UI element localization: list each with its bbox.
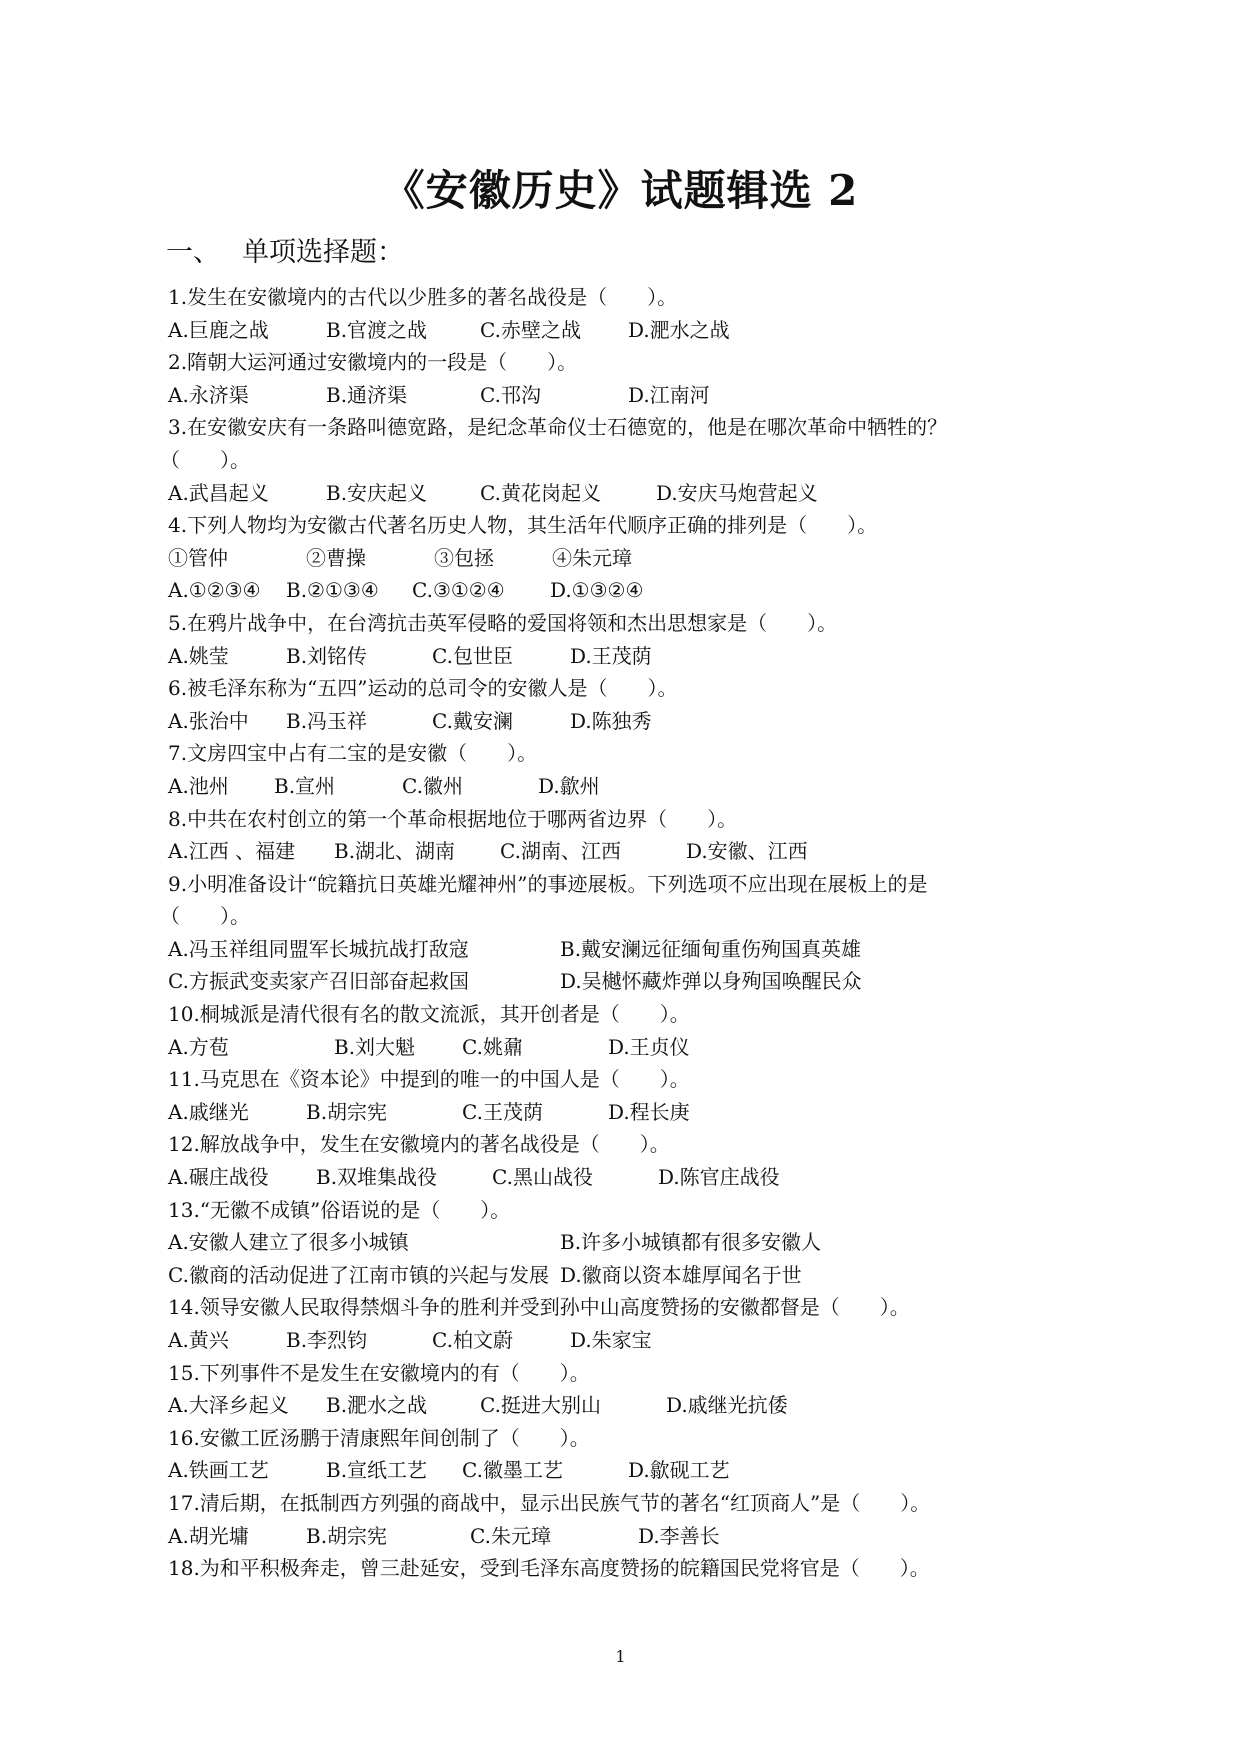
option-row xyxy=(168,835,1078,868)
option-row xyxy=(168,1389,1078,1422)
question-stem: 3.在安徽安庆有一条路叫德宽路，是纪念革命仪士石德宽的，他是在哪次革命中牺牲的？ xyxy=(168,415,948,440)
answer-option: A.大泽乡起义 xyxy=(168,1393,289,1418)
answer-option: A.方苞 xyxy=(168,1034,229,1059)
option-row xyxy=(168,1520,1078,1553)
answer-option: B.戴安澜远征缅甸重伤殉国真英雄 xyxy=(560,936,862,961)
answer-option: B.胡宗宪 xyxy=(306,1523,388,1548)
answer-option: D.徽商以资本雄厚闻名于世 xyxy=(560,1262,802,1287)
answer-option: A.胡光墉 xyxy=(168,1523,249,1548)
answer-option: D.歙州 xyxy=(538,773,600,798)
answer-option: C.朱元璋 xyxy=(470,1523,551,1548)
question-stem: 13.“无徽不成镇”俗语说的是（ ）。 xyxy=(168,1197,511,1222)
answer-option: A.姚莹 xyxy=(168,643,229,668)
option-row xyxy=(168,1259,1078,1292)
option-row xyxy=(168,933,1078,966)
answer-option: C.邗沟 xyxy=(480,382,541,407)
answer-option: D.淝水之战 xyxy=(628,317,730,342)
option-row xyxy=(168,640,1078,673)
answer-option: ②曹操 xyxy=(306,545,366,570)
question-stem: 15.下列事件不是发生在安徽境内的有（ ）。 xyxy=(168,1360,590,1385)
answer-option: A.冯玉祥组同盟军长城抗战打敌寇 xyxy=(168,936,469,961)
answer-option: B.双堆集战役 xyxy=(316,1165,438,1190)
answer-option: C.③①②④ xyxy=(412,578,505,603)
answer-option: D.王贞仪 xyxy=(608,1034,690,1059)
question-stem: 1.发生在安徽境内的古代以少胜多的著名战役是（ ）。 xyxy=(168,285,678,309)
question-stem: 11.马克思在《资本论》中提到的唯一的中国人是（ ）。 xyxy=(168,1067,690,1092)
answer-option: D.程长庚 xyxy=(608,1099,690,1124)
question-stem: 2.隋朝大运河通过安徽境内的一段是（ ）。 xyxy=(168,350,578,375)
answer-option: C.戴安澜 xyxy=(432,708,513,733)
answer-option: B.通济渠 xyxy=(326,382,408,407)
answer-option: D.陈官庄战役 xyxy=(658,1165,780,1190)
answer-option: A.黄兴 xyxy=(168,1328,229,1352)
answer-option: D.王茂荫 xyxy=(570,643,652,668)
answer-option: B.李烈钧 xyxy=(286,1328,368,1352)
option-row xyxy=(168,1096,1078,1129)
answer-option: C.徽州 xyxy=(402,773,463,798)
option-row xyxy=(168,1454,1078,1487)
answer-option: A.张治中 xyxy=(168,708,249,733)
answer-option: B.胡宗宪 xyxy=(306,1099,388,1124)
answer-option: A.铁画工艺 xyxy=(168,1458,269,1483)
option-row xyxy=(168,314,1078,347)
answer-option: B.宣纸工艺 xyxy=(326,1458,428,1483)
section-label: 单项选择题： xyxy=(242,237,404,268)
answer-option: C.黄花岗起义 xyxy=(480,480,601,505)
answer-option: C.徽墨工艺 xyxy=(462,1458,563,1483)
answer-option: ④朱元璋 xyxy=(552,545,632,570)
answer-option: ①管仲 xyxy=(168,545,228,570)
option-row xyxy=(168,542,1078,575)
answer-option: A.碾庄战役 xyxy=(168,1165,269,1190)
answer-option: D.朱家宝 xyxy=(570,1328,652,1352)
answer-option: B.淝水之战 xyxy=(326,1393,428,1418)
answer-option: B.②①③④ xyxy=(286,578,379,603)
question-stem: 8.中共在农村创立的第一个革命根据地位于哪两省边界（ ）。 xyxy=(168,806,738,831)
answer-option: D.戚继光抗倭 xyxy=(666,1393,788,1418)
question-stem: 14.领导安徽人民取得禁烟斗争的胜利并受到孙中山高度赞扬的安徽都督是（ ）。 xyxy=(168,1295,910,1320)
question-stem: 6.被毛泽东称为“五四”运动的总司令的安徽人是（ ）。 xyxy=(168,676,678,701)
answer-option: B.宣州 xyxy=(274,773,336,798)
answer-option: C.王茂荫 xyxy=(462,1099,543,1124)
question-stem: 10.桐城派是清代很有名的散文流派，其开创者是（ ）。 xyxy=(168,1002,690,1027)
option-row xyxy=(168,1324,1078,1357)
answer-option: B.许多小城镇都有很多安徽人 xyxy=(560,1230,822,1255)
question-stem: 7.文房四宝中占有二宝的是安徽（ ）。 xyxy=(168,741,538,766)
question-stem: 9.小明准备设计“皖籍抗日英雄光耀神州”的事迹展板。下列选项不应出现在展板上的是 xyxy=(168,871,928,896)
section-heading xyxy=(166,230,404,269)
answer-option: B.刘大魁 xyxy=(334,1034,416,1059)
question-list xyxy=(160,281,1078,1585)
answer-option: C.黑山战役 xyxy=(492,1165,593,1190)
answer-option: C.赤壁之战 xyxy=(480,317,581,342)
answer-option: D.安徽、江西 xyxy=(686,839,808,864)
question-stem: （ ）。 xyxy=(160,447,250,472)
answer-option: D.安庆马炮营起义 xyxy=(656,480,818,505)
option-row xyxy=(168,1226,1078,1259)
answer-option: B.湖北、湖南 xyxy=(334,839,456,864)
question-stem: 12.解放战争中，发生在安徽境内的著名战役是（ ）。 xyxy=(168,1132,670,1157)
answer-option: C.湖南、江西 xyxy=(500,839,621,864)
answer-option: A.戚继光 xyxy=(168,1099,249,1124)
answer-option: A.武昌起义 xyxy=(168,480,269,505)
answer-option: A.永济渠 xyxy=(168,382,249,407)
answer-option: A.池州 xyxy=(168,773,229,798)
answer-option: C.姚鼐 xyxy=(462,1034,523,1059)
question-stem: 4.下列人物均为安徽古代著名历史人物，其生活年代顺序正确的排列是（ ）。 xyxy=(168,513,878,538)
answer-option: D.李善长 xyxy=(638,1523,720,1548)
answer-option: C.挺进大别山 xyxy=(480,1393,601,1418)
question-stem: 17.清后期，在抵制西方列强的商战中，显示出民族气节的著名“红顶商人”是（ ）。 xyxy=(168,1490,931,1515)
option-row xyxy=(168,965,1078,998)
answer-option: B.官渡之战 xyxy=(326,317,428,342)
question-stem: 5.在鸦片战争中，在台湾抗击英军侵略的爱国将领和杰出思想家是（ ）。 xyxy=(168,610,838,635)
answer-option: D.吴樾怀藏炸弹以身殉国唤醒民众 xyxy=(560,969,862,994)
answer-option: B.冯玉祥 xyxy=(286,708,368,733)
answer-option: D.①③②④ xyxy=(550,578,644,603)
section-number: 一、 xyxy=(166,237,220,268)
answer-option: A.①②③④ xyxy=(168,578,261,603)
answer-option: B.刘铭传 xyxy=(286,643,368,668)
answer-option: B.安庆起义 xyxy=(326,480,428,505)
question-stem: 18.为和平积极奔走，曾三赴延安，受到毛泽东高度赞扬的皖籍国民党将官是（ ）。 xyxy=(168,1556,930,1581)
option-row xyxy=(168,1161,1078,1194)
question-stem: （ ）。 xyxy=(160,904,250,929)
option-row xyxy=(168,574,1078,607)
option-row xyxy=(168,477,1078,510)
answer-option: D.陈独秀 xyxy=(570,708,652,733)
page-number: 1 xyxy=(615,1647,626,1666)
option-row xyxy=(168,705,1078,738)
answer-option: C.包世臣 xyxy=(432,643,513,668)
answer-option: C.徽商的活动促进了江南市镇的兴起与发展 xyxy=(168,1262,549,1287)
answer-option: ③包拯 xyxy=(434,545,494,570)
answer-option: D.歙砚工艺 xyxy=(628,1458,730,1483)
answer-option: A.安徽人建立了很多小城镇 xyxy=(168,1230,409,1255)
answer-option: C.柏文蔚 xyxy=(432,1328,513,1352)
answer-option: D.江南河 xyxy=(628,382,710,407)
answer-option: C.方振武变卖家产召旧部奋起救国 xyxy=(168,969,469,994)
question-stem: 16.安徽工匠汤鹏于清康熙年间创制了（ ）。 xyxy=(168,1425,590,1450)
option-row xyxy=(168,1031,1078,1064)
answer-option: A.巨鹿之战 xyxy=(168,317,269,342)
option-row xyxy=(168,379,1078,412)
document-title: 《安徽历史》试题辑选 2 xyxy=(382,166,859,215)
answer-option: A.江西 、福建 xyxy=(168,839,296,864)
option-row xyxy=(168,770,1078,803)
